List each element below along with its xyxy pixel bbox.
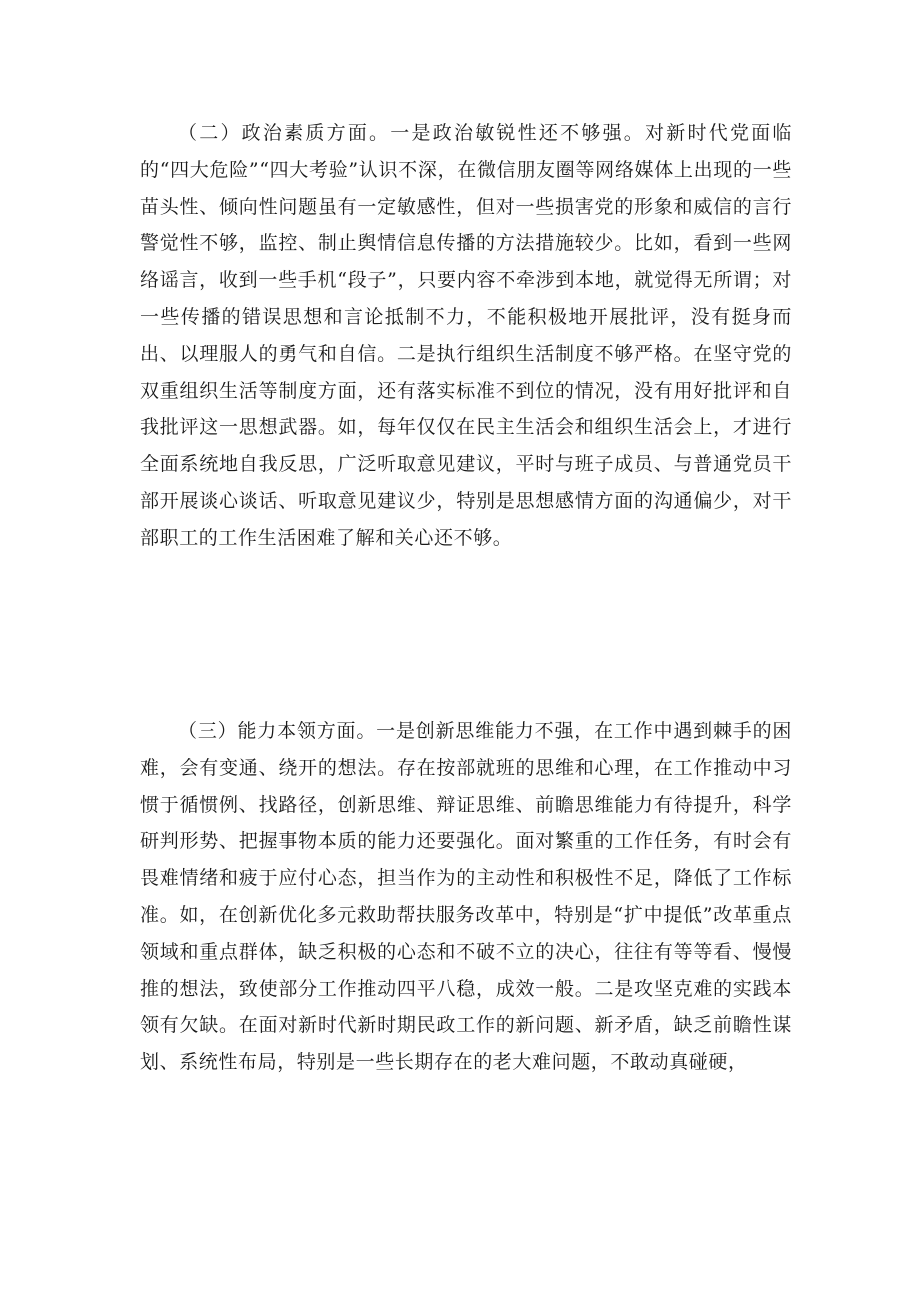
paragraph-ability-skills: （三）能力本领方面。一是创新思维能力不强，在工作中遇到棘手的困难，会有变通、绕开的想法。存在按部就班的思维和心理，在工作推动中习惯于循惯例、找路径，创新思维、辩证思维、前瞻思维能力有待提升，科学研判形势、把握事物本质的能力还要强化。面对繁重的工作任务，有时会有畏难情绪和疲于应付心态，担当作为的主动性和积极性不足，降低了工作标准。如，在创新优化多元救助帮扶服务改革中，特别是“扩中提低”改革重点领域和重点群体，缺乏积极的心态和不破不立的决心，往往有等等看、慢慢推的想法，致使部分工作推动四平八稳，成效一般。二是攻坚克难的实践本领有欠缺。在面对新时代新时期民政工作的新问题、新矛盾，缺乏前瞻性谋划、系统性布局，特别是一些长期存在的老大难问题，不敢动真碰硬， [140,720,792,1074]
paragraph-political-quality: （二）政治素质方面。一是政治敏锐性还不够强。对新时代党面临的“四大危险”“四大考验”认识不深，在微信朋友圈等网络媒体上出现的一些苗头性、倾向性问题虽有一定敏感性，但对一些损害党的形象和威信的言行警觉性不够，监控、制止舆情信息传播的方法措施较少。比如，看到一些网络谣言，收到一些手机“段子”，只要内容不牵涉到本地，就觉得无所谓；对一些传播的错误思想和言论抵制不力，不能积极地开展批评，没有挺身而出、以理服人的勇气和自信。二是执行组织生活制度不够严格。在坚守党的双重组织生活等制度方面，还有落实标准不到位的情况，没有用好批评和自我批评这一思想武器。如，每年仅仅在民主生活会和组织生活会上，才进行全面系统地自我反思，广泛听取意见建议，平时与班子成员、与普通党员干部开展谈心谈话、听取意见建议少，特别是思想感情方面的沟通偏少，对干部职工的工作生活困难了解和关心还不够。 [140,122,792,549]
